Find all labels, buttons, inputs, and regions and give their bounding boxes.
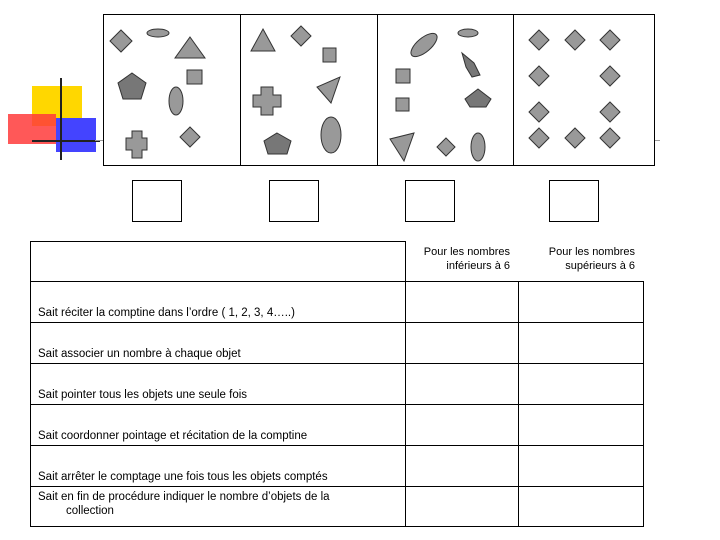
- diamond-shape: [600, 30, 620, 50]
- square-shape: [396, 69, 410, 83]
- card-2-shapes: [241, 15, 383, 167]
- answer-box-4[interactable]: [549, 180, 599, 222]
- diamond-shape: [529, 66, 549, 86]
- diamond-shape: [529, 30, 549, 50]
- triangle-shape: [251, 29, 275, 51]
- diamond-shape: [437, 138, 455, 156]
- checkbox-cell-superior[interactable]: [518, 486, 644, 527]
- square-shape: [396, 98, 409, 111]
- card-1: [103, 14, 245, 166]
- criterion-label: Sait associer un nombre à chaque objet: [38, 348, 241, 360]
- column-header-line: supérieurs à 6: [565, 260, 635, 272]
- diamond-shape: [180, 127, 200, 147]
- pentagon-shape: [118, 73, 146, 99]
- ellipse-shape: [471, 133, 485, 161]
- diamond-shape: [529, 102, 549, 122]
- diamond-shape: [600, 128, 620, 148]
- evaluation-table: [30, 241, 644, 527]
- diamond-shape: [600, 102, 620, 122]
- card-3-shapes: [378, 15, 520, 167]
- table-header-empty-cell: [30, 241, 406, 282]
- criterion-row: [30, 404, 406, 446]
- criterion-row: [30, 322, 406, 364]
- diamond-shape: [600, 66, 620, 86]
- checkbox-cell-superior[interactable]: [518, 404, 644, 446]
- checkbox-cell-superior[interactable]: [518, 363, 644, 405]
- triangle-shape: [175, 37, 205, 58]
- criterion-row: [30, 281, 406, 323]
- card-3: [377, 14, 519, 166]
- pentagon-shape: [465, 89, 491, 107]
- square-shape: [187, 70, 202, 84]
- column-header-line: Pour les nombres: [548, 246, 635, 258]
- answer-box-1[interactable]: [132, 180, 182, 222]
- triangle-shape: [390, 133, 414, 161]
- card-2: [240, 14, 382, 166]
- diamond-shape: [565, 128, 585, 148]
- checkbox-cell-superior[interactable]: [518, 281, 644, 323]
- card-4: [513, 14, 655, 166]
- diamond-shape: [529, 128, 549, 148]
- checkbox-cell-inferior[interactable]: [405, 322, 519, 364]
- decorative-logo: [8, 78, 100, 162]
- criterion-label: Sait arrêter le comptage une fois tous les objets comptés: [38, 471, 328, 483]
- answer-box-3[interactable]: [405, 180, 455, 222]
- triangle-shape: [317, 77, 340, 103]
- polygon-shape: [462, 53, 480, 77]
- diamond-shape: [565, 30, 585, 50]
- ellipse-shape: [169, 87, 183, 115]
- card-1-shapes: [104, 15, 246, 167]
- criterion-row: [30, 486, 406, 527]
- square-shape: [323, 48, 336, 62]
- column-header-line: inférieurs à 6: [446, 260, 510, 272]
- ellipse-shape: [147, 29, 169, 37]
- checkbox-cell-superior[interactable]: [518, 445, 644, 487]
- checkbox-cell-inferior[interactable]: [405, 363, 519, 405]
- criterion-row: [30, 445, 406, 487]
- card-4-shapes: [514, 15, 656, 167]
- checkbox-cell-inferior[interactable]: [405, 486, 519, 527]
- column-header-inferior: [405, 241, 519, 282]
- ellipse-shape: [321, 117, 341, 153]
- column-header-superior: [518, 241, 644, 282]
- logo-blue-square: [56, 118, 96, 152]
- checkbox-cell-inferior[interactable]: [405, 404, 519, 446]
- column-header-line: Pour les nombres: [423, 246, 510, 258]
- ellipse-shape: [458, 29, 478, 37]
- checkbox-cell-inferior[interactable]: [405, 281, 519, 323]
- criterion-label: Sait en fin de procédure indiquer le nombre d’objets de la collection: [38, 491, 330, 517]
- criterion-label: Sait pointer tous les objets une seule fois: [38, 389, 248, 401]
- cross-shape: [126, 131, 147, 158]
- cross-shape: [253, 87, 281, 115]
- criterion-label: Sait réciter la comptine dans l’ordre ( 1, 2, 3, 4…..): [38, 307, 295, 319]
- diamond-shape: [110, 30, 132, 52]
- answer-box-2[interactable]: [269, 180, 319, 222]
- checkbox-cell-superior[interactable]: [518, 322, 644, 364]
- checkbox-cell-inferior[interactable]: [405, 445, 519, 487]
- pentagon-shape: [264, 133, 291, 154]
- criterion-label: Sait coordonner pointage et récitation de la comptine: [38, 430, 308, 442]
- ellipse-shape: [407, 29, 441, 60]
- logo-vertical-line: [60, 78, 62, 160]
- criterion-row: [30, 363, 406, 405]
- logo-horizontal-line: [32, 140, 100, 142]
- diamond-shape: [291, 26, 311, 46]
